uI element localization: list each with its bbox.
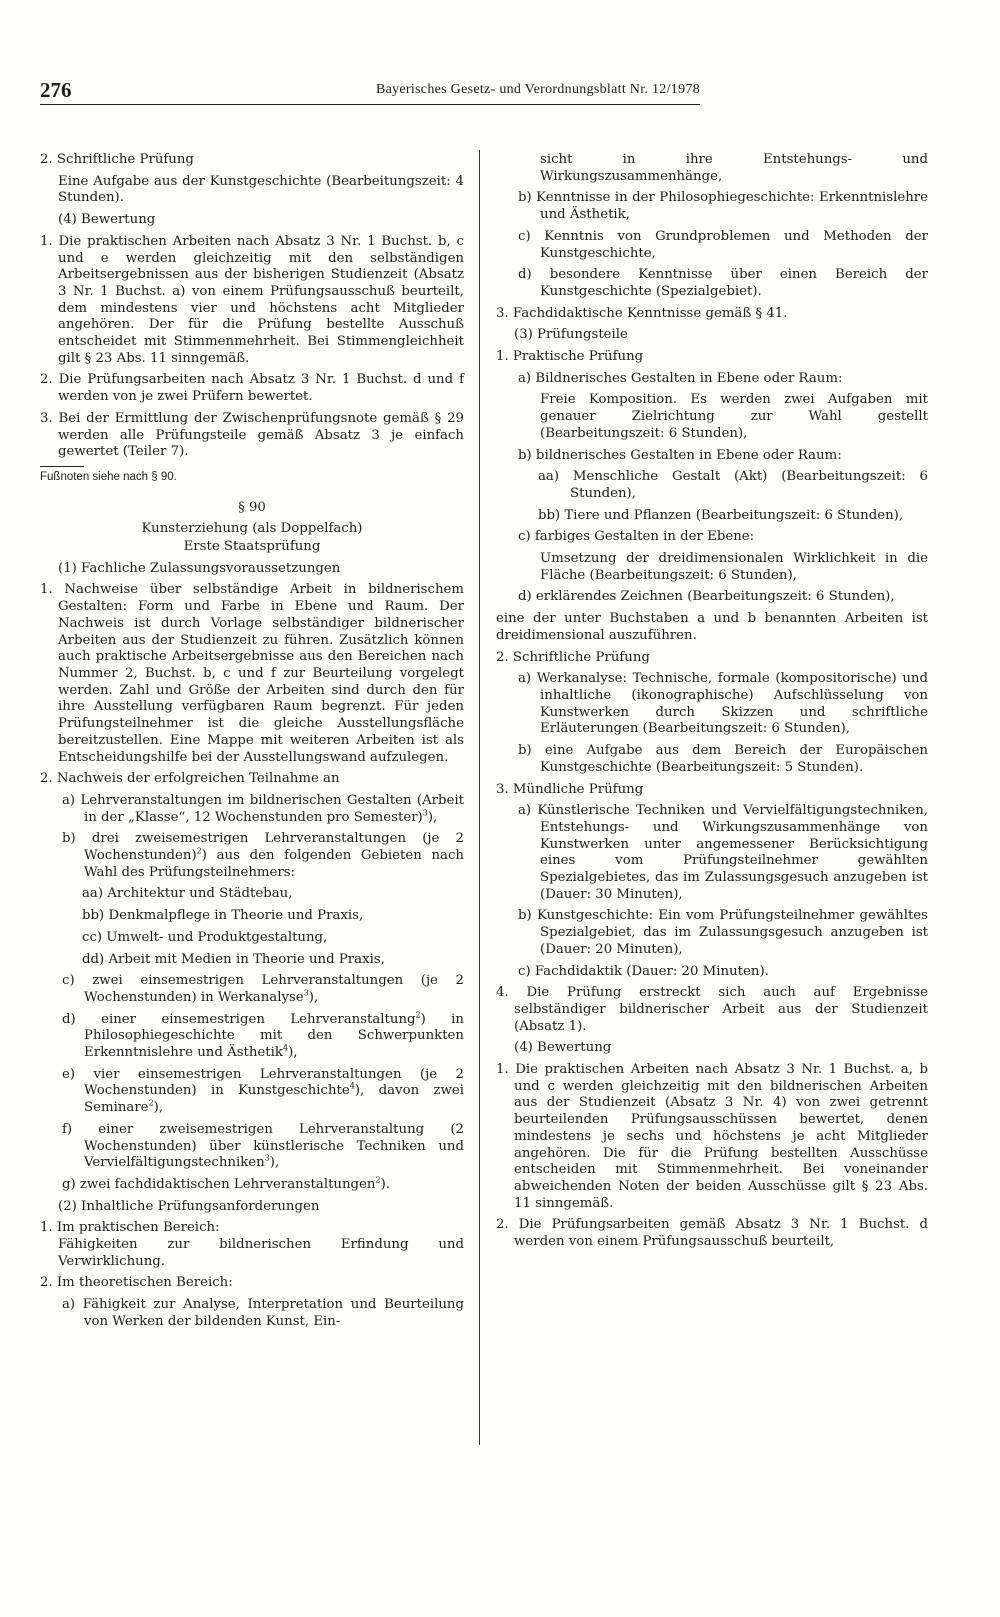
list-item: c) farbiges Gestalten in der Ebene:: [518, 529, 755, 545]
section-subtitle: Erste Staatsprüfung: [183, 539, 321, 555]
paragraph: 1. Praktische Prüfung: [496, 349, 644, 365]
list-item: bb) Tiere und Pflanzen (Bearbeitungszeit: 6 Stunden),: [538, 507, 904, 523]
page-header: [40, 78, 700, 105]
paragraph: 3. Fachdidaktische Kenntnisse gemäß § 41.: [496, 305, 788, 321]
list-item: f) einer zweisemestrigen Lehrveranstaltung (2 Wochenstunden) über künstlerische Techniken und Vervielfältigungstechniken$^3$),: [62, 1121, 464, 1171]
list-item: aa) Menschliche Gestalt (Akt) (Bearbeitungszeit: 6 Stunden),: [538, 469, 928, 501]
paragraph: 1. Nachweise über selbständige Arbeit in bildnerischem Gestalten: Form und Farbe in Ebene und Raum. Der Nachweis ist durch Vorlage selbständiger bildnerischer Arbeiten aus der Studienzeit zu führen. Zusätzlich können auch praktische Arbeitsergebnisse aus den Bereichen nach Nummer 2, Buchst. b, c und f zur Beurteilung vorgelegt werden. Zahl und Größe der Arbeiten sind durch den für ihre Ausstellung verfügbaren Raum begrenzt. Für jeden Prüfungsteilnehmer ist die gleiche Ausstellungsfläche bereitzustellen. Eine Mappe mit weiteren Arbeiten ist als Entscheidungshilfe bei der Ausstellungswand aufzulegen.: [40, 582, 464, 765]
subsection-heading: (4) Bewertung: [514, 1040, 612, 1056]
list-item: a) Künstlerische Techniken und Vervielfältigungstechniken, Entstehungs- und Wirkungszusammenhänge von Kunstwerken unter angemessener Berücksichtigung eines vom Prüfungsteilnehmer gewählten Spezialgebietes, das im Zulassungsgesuch anzugeben ist (Dauer: 30 Minuten),: [518, 803, 928, 902]
list-item: b) eine Aufgabe aus dem Bereich der Europäischen Kunstgeschichte (Bearbeitungszeit: 5 Stunden).: [518, 743, 928, 775]
subsection-heading: (1) Fachliche Zulassungsvoraussetzungen: [58, 560, 341, 576]
list-item: c) Fachdidaktik (Dauer: 20 Minuten).: [518, 963, 769, 979]
paragraph: Umsetzung der dreidimensionalen Wirklichkeit in die Fläche (Bearbeitungszeit: 6 Stunden),: [540, 551, 928, 583]
subsection-heading: (2) Inhaltliche Prüfungsanforderungen: [58, 1198, 320, 1214]
page-number: 276: [40, 78, 72, 102]
list-item: a) Bildnerisches Gestalten in Ebene oder Raum:: [518, 370, 843, 386]
list-item: c) zwei einsemestrigen Lehrveranstaltungen (je 2 Wochenstunden) in Werkanalyse$^3$),: [62, 973, 464, 1005]
list-item: c) Kenntnis von Grundproblemen und Methoden der Kunstgeschichte,: [518, 228, 928, 261]
paragraph: 2. Die Prüfungsarbeiten nach Absatz 3 Nr. 1 Buchst. d und f werden von je zwei Prüfern bewertet.: [40, 372, 464, 405]
list-item: b) Kunstgeschichte: Ein vom Prüfungsteilnehmer gewähltes Spezialgebiet, das im Zulassungsgesuch anzugeben ist (Dauer: 20 Minuten),: [518, 908, 928, 957]
paragraph: eine der unter Buchstaben a und b benannten Arbeiten ist dreidimensional auszuführen.: [496, 611, 928, 643]
column-divider: [479, 150, 480, 1445]
paragraph: 1. Im praktischen Bereich:: [40, 1220, 220, 1236]
paragraph: Fähigkeiten zur bildnerischen Erfindung und Verwirklichung.: [58, 1237, 464, 1269]
footnote-rule: [40, 466, 84, 467]
paragraph: 2. Die Prüfungsarbeiten gemäß Absatz 3 Nr. 1 Buchst. d werden von einem Prüfungsausschuß beurteilt,: [496, 1217, 928, 1250]
list-item: bb) Denkmalpflege in Theorie und Praxis,: [82, 908, 364, 924]
paragraph: Eine Aufgabe aus der Kunstgeschichte (Bearbeitungszeit: 4 Stunden).: [58, 173, 464, 206]
paragraph: 2. Schriftliche Prüfung: [496, 649, 650, 665]
list-item: b) bildnerisches Gestalten in Ebene oder Raum:: [518, 447, 842, 463]
paragraph: 3. Mündliche Prüfung: [496, 781, 644, 797]
section-number: § 90: [238, 499, 266, 515]
paragraph: Freie Komposition. Es werden zwei Aufgaben mit genauer Zielrichtung zur Wahl gestellt (Bearbeitungszeit: 6 Stunden),: [540, 392, 928, 441]
list-item: a) Werkanalyse: Technische, formale (kompositorische) und inhaltliche (ikonographische) Aufschlüsselung von Kunstwerken durch Skizzen und schriftliche Erläuterungen (Bearbeitungszeit: 6 Stunden),: [518, 671, 928, 737]
list-item: d) erklärendes Zeichnen (Bearbeitungszeit: 6 Stunden),: [518, 589, 895, 605]
paragraph: 1. Die praktischen Arbeiten nach Absatz 3 Nr. 1 Buchst. a, b und c werden gleichzeitig mit den bildnerischen Arbeiten aus der Studienzeit (Absatz 3 Nr. 4) von zwei getrennt beurteilenden Prüfungsausschüssen bewertet, denen mindestens je sechs und höchstens je acht Mitglieder angehören. Die für die Prüfung bestellten Ausschüsse entscheiden mit Stimmenmehrheit. Bei voneinander abweichenden Noten der beiden Ausschüsse gilt § 23 Abs. 11 sinngemäß.: [496, 1062, 928, 1211]
header-title: Bayerisches Gesetz- und Verordnungsblatt Nr. 12/1978: [375, 82, 700, 97]
right-column: [496, 152, 928, 1256]
subsection-heading: (3) Prüfungsteile: [514, 327, 628, 343]
list-item: e) vier einsemestrigen Lehrveranstaltungen (je 2 Wochenstunden) in Kunstgeschichte$^4$), davon zwei Seminare$^2$),: [62, 1066, 464, 1116]
paragraph: 4. Die Prüfung erstreckt sich auch auf Ergebnisse selbständiger bildnerischer Arbeit aus der Studienzeit (Absatz 1).: [496, 985, 928, 1034]
list-item: g) zwei fachdidaktischen Lehrveranstaltungen$^2$).: [62, 1175, 390, 1192]
paragraph: 2. Schriftliche Prüfung: [40, 152, 194, 167]
list-item: a) Lehrveranstaltungen im bildnerischen Gestalten (Arbeit in der „Klasse“, 12 Wochenstunden pro Semester)$^3$),: [62, 792, 464, 825]
list-item: cc) Umwelt- und Produktgestaltung,: [82, 929, 328, 945]
subsection-heading: (4) Bewertung: [58, 212, 156, 228]
list-item: a) Fähigkeit zur Analyse, Interpretation und Beurteilung von Werken der bildenden Kunst, Ein-: [62, 1297, 464, 1329]
list-item: aa) Architektur und Städtebau,: [82, 886, 293, 902]
paragraph: 1. Die praktischen Arbeiten nach Absatz 3 Nr. 1 Buchst. b, c und e werden gleichzeitig mit den selbständigen Arbeitsergebnissen aus der bisherigen Studienzeit (Absatz 3 Nr. 1 Buchst. a) von einem Prüfungsausschuß beurteilt, dem mindestens vier und höchstens acht Mitglieder angehören. Der für die Prüfung bestellte Ausschuß entscheidet mit Stimmenmehrheit. Bei Stimmengleichheit gilt § 23 Abs. 11 sinngemäß.: [40, 233, 464, 366]
left-column: [40, 152, 464, 1336]
paragraph: 3. Bei der Ermittlung der Zwischenprüfungsnote gemäß § 29 werden alle Prüfungsteile gemäß Absatz 3 je einfach gewertet (Teiler 7).: [40, 410, 464, 460]
list-item: d) einer einsemestrigen Lehrveranstaltung$^2$) in Philosophiegeschichte mit den Schwerpunkten Erkenntnislehre und Ästhetik$^4$),: [62, 1010, 464, 1061]
list-item: dd) Arbeit mit Medien in Theorie und Praxis,: [82, 951, 385, 967]
list-item: b) Kenntnisse in der Philosophiegeschichte: Erkenntnislehre und Ästhetik,: [518, 190, 928, 223]
footnote-note: Fußnoten siehe nach § 90.: [40, 470, 177, 483]
list-item: d) besondere Kenntnisse über einen Bereich der Kunstgeschichte (Spezialgebiet).: [518, 267, 928, 299]
list-item: b) drei zweisemestrigen Lehrveranstaltungen (je 2 Wochenstunden)$^2$) aus den folgenden Gebieten nach Wahl des Prüfungsteilnehmers:: [62, 831, 464, 880]
paragraph: 2. Nachweis der erfolgreichen Teilnahme an: [40, 771, 340, 787]
list-item: sicht in ihre Entstehungs- und Wirkungszusammenhänge,: [540, 152, 928, 184]
section-title: Kunsterziehung (als Doppelfach): [141, 521, 363, 537]
paragraph: 2. Im theoretischen Bereich:: [40, 1275, 233, 1291]
